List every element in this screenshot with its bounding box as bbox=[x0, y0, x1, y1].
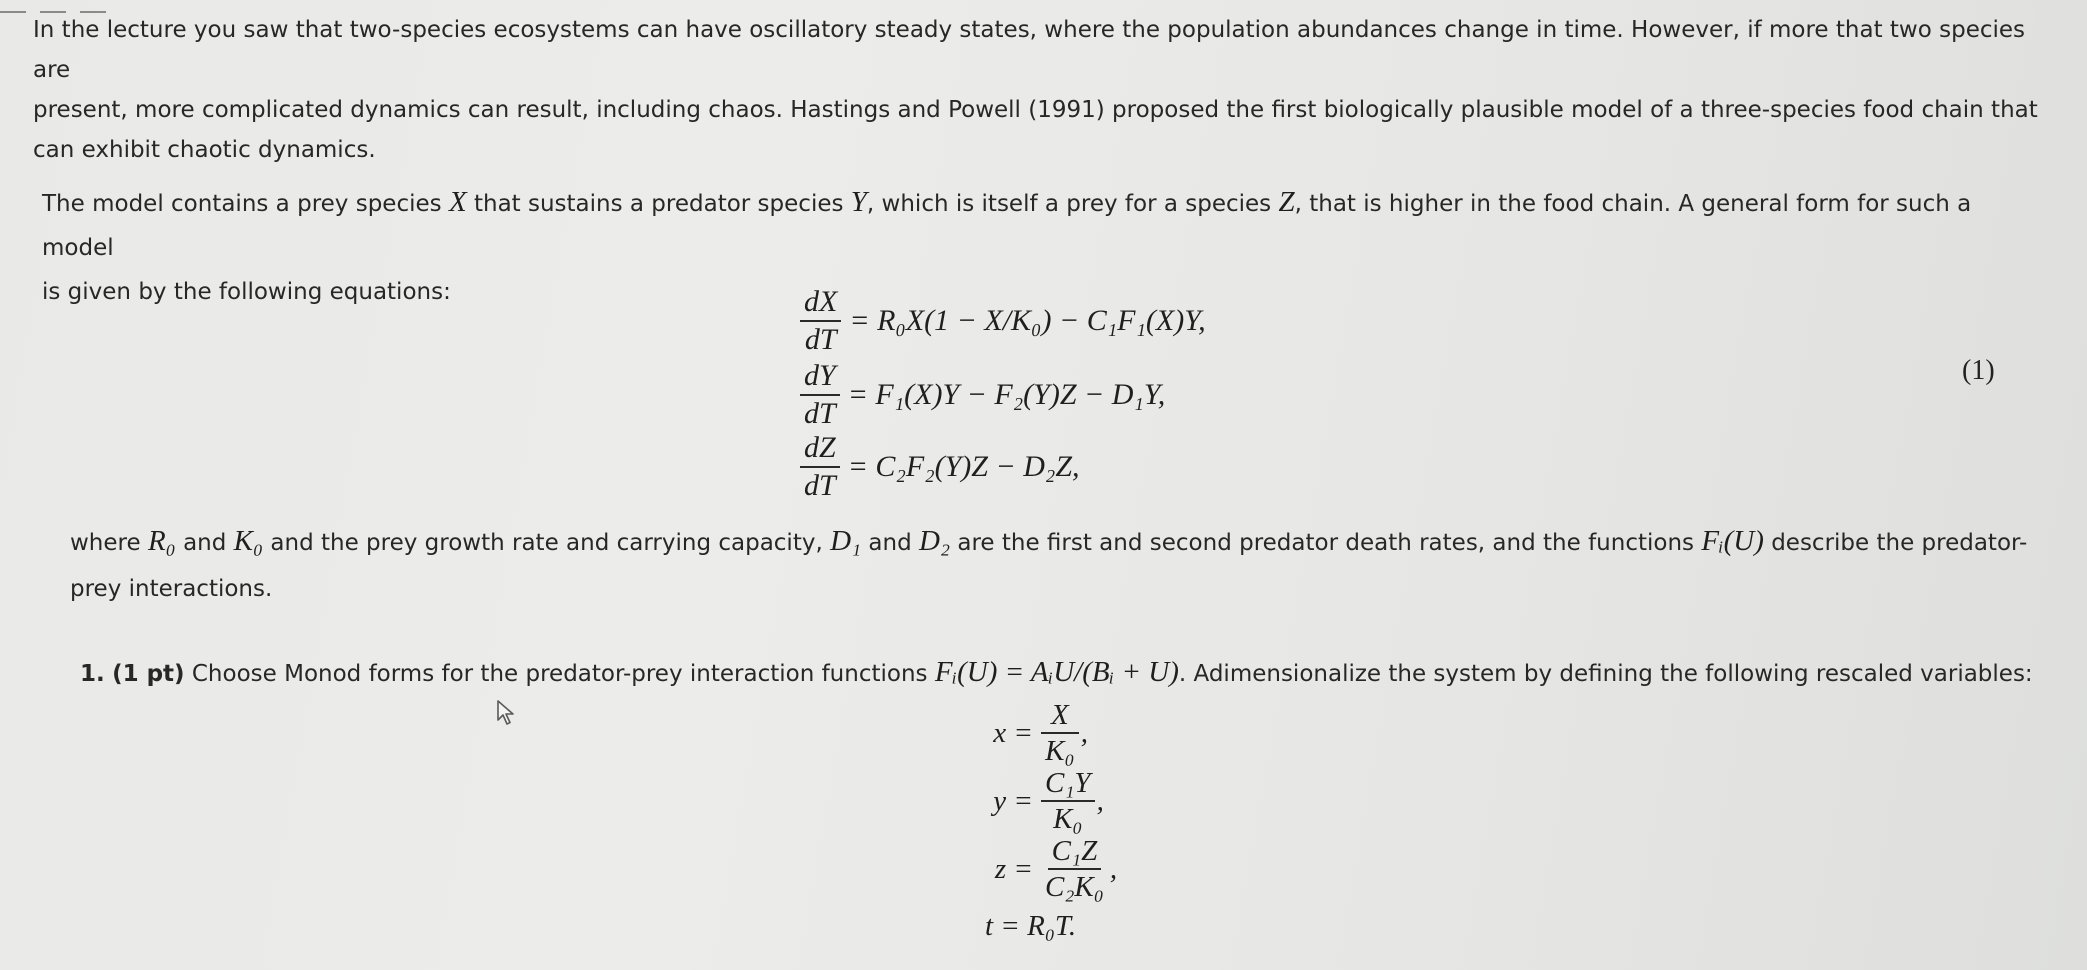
fraction-numerator: dZ bbox=[800, 432, 840, 468]
fraction-denominator: dT bbox=[804, 468, 836, 502]
question-text: Choose Monod forms for the predator-prey interaction functions bbox=[191, 661, 928, 687]
rescale-row bbox=[975, 768, 1104, 835]
params-text: and bbox=[868, 530, 912, 556]
var-Z: Z bbox=[1278, 186, 1295, 218]
params-text: are the first and second predator death rates, and the functions bbox=[957, 530, 1694, 556]
rescale-row bbox=[975, 836, 1117, 903]
var-D2: D₂ bbox=[919, 525, 951, 557]
rescale-fraction bbox=[1041, 836, 1108, 903]
parameters-paragraph bbox=[70, 518, 2050, 612]
fraction-denominator: dT bbox=[804, 396, 836, 430]
params-text: and the prey growth rate and carrying capacity, bbox=[270, 530, 823, 556]
question-points: (1 pt) bbox=[112, 661, 185, 687]
question-1 bbox=[80, 652, 2060, 694]
fraction-numerator: X bbox=[1041, 700, 1079, 734]
equation-row bbox=[800, 360, 1165, 429]
rescale-lhs: z = bbox=[994, 852, 1033, 885]
fraction-numerator: C₁Z bbox=[1048, 836, 1102, 870]
equation-rhs: = R₀X(1 − X/K₀) − C₁F₁(X)Y, bbox=[849, 303, 1206, 337]
rescaled-variables bbox=[960, 700, 1260, 970]
monod-formula: Fᵢ(U) = AᵢU/(Bᵢ + U) bbox=[934, 656, 1179, 688]
equation-rhs: = C₂F₂(Y)Z − D₂Z, bbox=[847, 449, 1080, 483]
var-K0: K₀ bbox=[233, 525, 264, 557]
rescale-fraction bbox=[1041, 768, 1095, 835]
equation-row bbox=[800, 286, 1206, 355]
fraction-denominator: K₀ bbox=[1045, 735, 1075, 768]
equation-system bbox=[800, 286, 1320, 506]
rescale-lhs: y = bbox=[993, 784, 1033, 817]
model-text: that sustains a predator species bbox=[473, 191, 844, 217]
fraction-numerator: dY bbox=[800, 360, 840, 396]
params-text: describe the predator- bbox=[1771, 530, 2028, 556]
rescale-lhs: x = bbox=[993, 716, 1033, 749]
equation-rhs: = F₁(X)Y − F₂(Y)Z − D₁Y, bbox=[847, 377, 1166, 411]
rescale-tail: , bbox=[1109, 852, 1118, 885]
rescale-tail: , bbox=[1080, 716, 1088, 749]
derivative-fraction bbox=[800, 286, 841, 355]
fraction-denominator: dT bbox=[804, 322, 837, 356]
params-text: and bbox=[183, 530, 227, 556]
question-text: . Adimensionalize the system by defining the following rescaled variables: bbox=[1178, 661, 2033, 687]
model-text: , that is higher in the food chain. A general form for such a model bbox=[42, 191, 1972, 261]
fraction-numerator: dX bbox=[800, 286, 841, 322]
derivative-fraction bbox=[800, 360, 840, 429]
var-X: X bbox=[448, 186, 467, 218]
rescale-row bbox=[975, 700, 1088, 767]
equation-number: (1) bbox=[1962, 355, 1995, 386]
var-R0: R₀ bbox=[147, 525, 176, 557]
fraction-denominator: K₀ bbox=[1053, 803, 1083, 836]
intro-paragraph bbox=[33, 10, 2053, 170]
question-number: 1. bbox=[80, 661, 105, 687]
var-D1: D₁ bbox=[830, 525, 862, 557]
model-text: The model contains a prey species bbox=[42, 191, 442, 217]
top-edge-marks bbox=[0, 0, 140, 10]
derivative-fraction bbox=[800, 432, 840, 501]
fraction-numerator: C₁Y bbox=[1041, 768, 1095, 802]
params-text-line-2: prey interactions. bbox=[70, 576, 273, 602]
params-text: where bbox=[70, 530, 141, 556]
model-text: , which is itself a prey for a species bbox=[866, 191, 1272, 217]
rescale-tail: , bbox=[1096, 784, 1104, 817]
rescale-fraction bbox=[1041, 700, 1079, 767]
intro-line-3: can exhibit chaotic dynamics. bbox=[33, 137, 376, 163]
equation-row bbox=[800, 432, 1080, 501]
function-Fi: Fᵢ(U) bbox=[1701, 525, 1764, 557]
intro-line-1: In the lecture you saw that two-species ecosystems can have oscillatory steady states, where the population abundances change in time. However, if more that two species are bbox=[33, 17, 2026, 83]
fraction-denominator: C₂K₀ bbox=[1045, 871, 1104, 904]
time-rescale bbox=[985, 910, 1076, 943]
model-text-line-2: is given by the following equations: bbox=[42, 279, 451, 305]
var-Y: Y bbox=[850, 186, 867, 218]
mouse-pointer-icon bbox=[496, 700, 518, 726]
time-definition: t = R₀T. bbox=[985, 910, 1077, 942]
intro-line-2: present, more complicated dynamics can result, including chaos. Hastings and Powell (1991) proposed the first biologically plausible model of a three-species food chain that bbox=[33, 97, 2038, 123]
